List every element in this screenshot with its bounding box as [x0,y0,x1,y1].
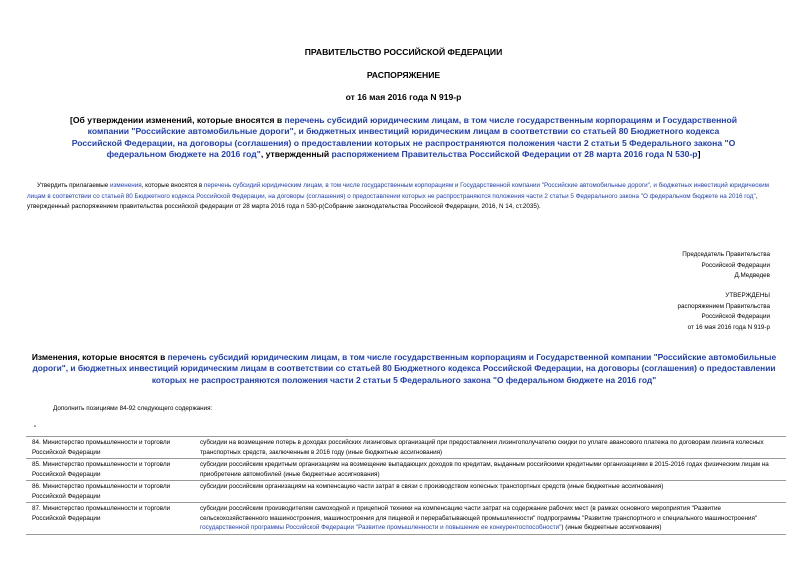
quote-mark: " [34,425,37,432]
signature-line: Председатель Правительства [682,251,770,258]
changes-title-text: Изменения, которые вносятся в [31,352,168,362]
changes-title [30,352,778,386]
approval-line: УТВЕРЖДЕНЫ [725,292,770,299]
table-row [26,459,786,481]
ministry-cell: 84. Министерство промышленности и торговли Российской Федерации [32,439,171,456]
body-text-3: , утвержденный распоряжением правительства российской федерации от 28 марта 2016 года n 530-р(Собрание законодательства Российской Федерации, 2016, N 14, ст.2035). [27,192,758,211]
addition-text: Дополнить позициями 84-92 следующего содержания: [53,405,213,412]
changes-title-link[interactable]: перечень субсидий юридическим лицам, в том числе государственным корпорациям и Государственной компании "Российские автомобильные дороги", и бюджетных инвестиций юридическим лицам в соответствии со статьей 80 Бюджетного кодекса Российской Федерации, на договоры (соглашения) о предоставлении которых не распространяются положения части 2 статьи 5 Федерального закона "О федеральном бюджете на 2016 год" [32,352,777,385]
body-link-list[interactable]: перечень субсидий юридическим лицам, в том числе государственным корпорациям и Государственной компании "Российские автомобильные дороги", и бюджетных инвестиций юридическим лицам в соответствии со статьей 80 Бюджетного кодекса Российской Федерации, на договоры (соглашения) о предоставлении которых не распространяются положения части 2 статьи 5 Федерального закона "О федеральном бюджете на 2016 год" [27,182,769,200]
title-text-3: ] [697,149,701,160]
table-row [26,503,786,535]
description-cell: субсидии российским организациям на компенсацию части затрат в связи с производством колесных транспортных средств (иные бюджетные ассигнования) [200,483,664,490]
body-text-2: , которые вносятся в [141,182,205,189]
description-cell: субсидии российским кредитным организациям на возмещение выпадающих доходов по кредитам, выданным российскими кредитными организациями в 2015-2016 годах физическим лицам на приобретение автомобилей (иные бюджетные ассигнования) [200,461,769,478]
signature-block [550,250,770,282]
description-cell [200,504,786,533]
government-heading: ПРАВИТЕЛЬСТВО РОССИЙСКОЙ ФЕДЕРАЦИИ [304,47,503,57]
document-kind: РАСПОРЯЖЕНИЕ [366,70,441,80]
document-title [62,115,745,161]
title-text-1: [Об утверждении изменений, которые вносятся в [69,115,285,125]
table-row [26,481,786,503]
ministry-cell: 86. Министерство промышленности и торговли Российской Федерации [32,483,171,500]
description-text: ) (иные бюджетные ассигнования) [561,524,662,531]
description-cell: субсидии на возмещение потерь в доходах российских лизинговых организаций при предоставлении лизингополучателю скидки по уплате авансового платежа по договорам лизинга колесных транспортных средств, заключенным в 2016 году (иные бюджетные ассигнования) [200,439,764,456]
approval-block [550,291,770,333]
approval-line: Российской Федерации [701,313,770,320]
title-text-2: , утвержденный [260,149,332,160]
approval-line: распоряжением Правительства [677,302,770,310]
title-link-list[interactable]: перечень субсидий юридическим лицам, в том числе государственным корпорациям и Государственной компании "Российские автомобильные дороги", и бюджетных инвестиций юридическим лицам в соответствии со статьей 80 Бюджетного кодекса Российской Федерации, на договоры (соглашения) о предоставлении которых не распространяются положения части 2 статьи 5 Федерального закона "О федеральном бюджете на 2016 год" [71,115,738,160]
description-text: субсидии российским производителям самоходной и прицепной техники на компенсацию части затрат на содержание рабочих мест (в рамках основного мероприятия "Развитие сельскохозяйственного машиностроения, машиностроения для пищевой и перерабатывающей промышленности" подпрограммы "Развитие транспортного и специального машиностроения" [200,505,758,522]
signature-name: Д.Медведев [734,272,770,279]
signature-line: Российской Федерации [701,261,770,269]
ministry-cell: 87. Министерство промышленности и торговли Российской Федерации [32,505,171,522]
body-link-changes[interactable]: изменения [110,182,142,189]
body-text-1: Утвердить прилагаемые [37,182,110,189]
positions-table [26,436,786,535]
program-link[interactable]: государственной программы Российской Федерации "Развитие промышленности и повышение ее конкурентоспособности" [200,524,562,531]
ministry-cell: 85. Министерство промышленности и торговли Российской Федерации [32,461,171,478]
document-date-number: от 16 мая 2016 года N 919-р [345,92,462,102]
body-paragraph [27,181,787,213]
table-row [26,437,786,459]
title-link-order[interactable]: распоряжением Правительства Российской Федерации от 28 марта 2016 года N 530-р [331,149,698,160]
approval-line: от 16 мая 2016 года N 919-р [687,323,770,331]
